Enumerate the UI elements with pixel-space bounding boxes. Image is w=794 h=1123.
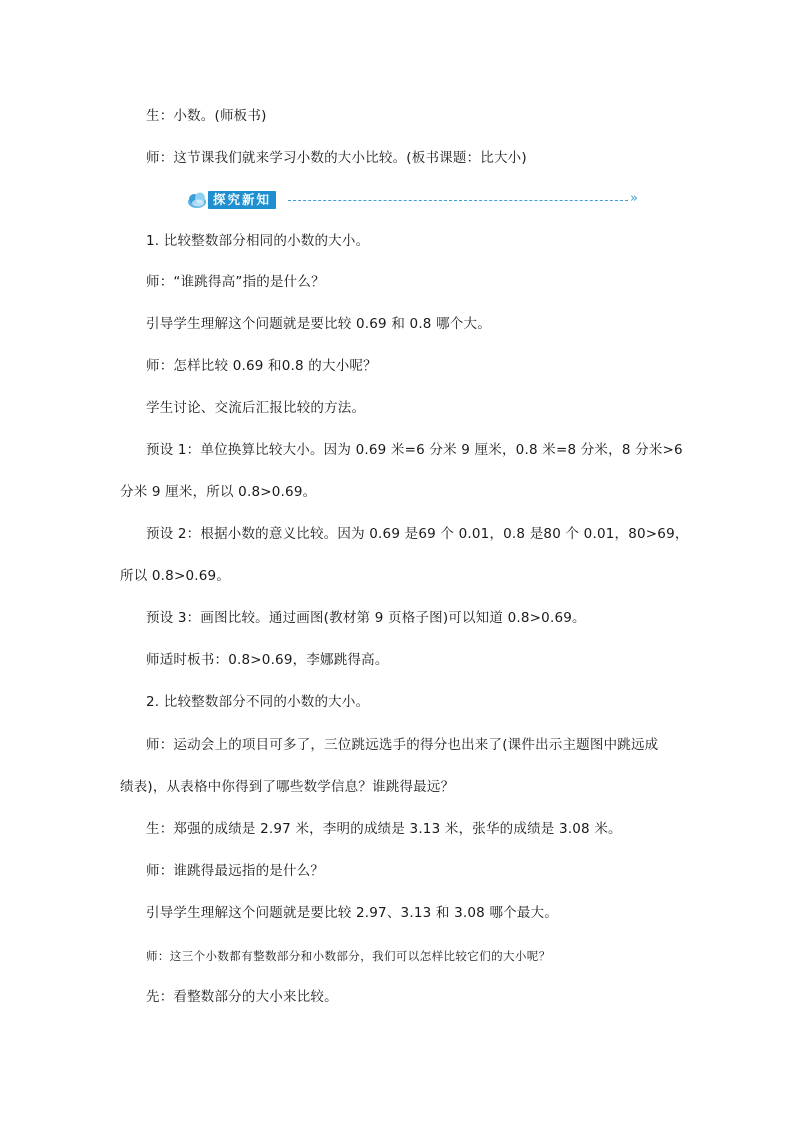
paragraph-preset-3: 预设 3：画图比较。通过画图(教材第 9 页格子图)可以知道 0.8>0.69。: [146, 610, 586, 626]
paragraph-guide-2: 引导学生理解这个问题就是要比较 2.97、3.13 和 3.08 哪个最大。: [146, 905, 558, 921]
paragraph-teacher-question-2: 师：怎样比较 0.69 和0.8 的大小呢？: [146, 358, 377, 374]
heading-same-integer-part: 1. 比较整数部分相同的小数的大小。: [146, 233, 370, 249]
double-chevron-right-icon: »: [630, 191, 635, 206]
paragraph-first-step: 先：看整数部分的大小来比较。: [146, 989, 338, 1005]
paragraph-discussion: 学生讨论、交流后汇报比较的方法。: [146, 400, 366, 416]
section-header-explore: [186, 189, 646, 211]
paragraph-preset-1: 预设 1：单位换算比较大小。因为 0.69 米=6 分米 9 厘米，0.8 米=8 分米，8 分米>6: [146, 442, 683, 458]
paragraph-teacher-long-jump-cont: 绩表)，从表格中你得到了哪些数学信息？谁跳得最远？: [120, 779, 455, 795]
paragraph-preset-1-cont: 分米 9 厘米，所以 0.8>0.69。: [120, 484, 317, 500]
paragraph-preset-2-cont: 所以 0.8>0.69。: [120, 568, 231, 584]
paragraph-student-scores: 生：郑强的成绩是 2.97 米，李明的成绩是 3.13 米，张华的成绩是 3.08 米。: [146, 821, 622, 837]
heading-different-integer-part: 2. 比较整数部分不同的小数的大小。: [146, 694, 370, 710]
paragraph-board-note: 师适时板书：0.8>0.69，李娜跳得高。: [146, 652, 389, 668]
cloud-icon: [186, 190, 208, 210]
paragraph-guide-1: 引导学生理解这个问题就是要比较 0.69 和 0.8 哪个大。: [146, 316, 491, 332]
paragraph-preset-2: 预设 2：根据小数的意义比较。因为 0.69 是69 个 0.01，0.8 是80 个 0.01，80>69，: [146, 526, 689, 542]
paragraph-teacher-question-3: 师：谁跳得最远指的是什么？: [146, 863, 325, 879]
section-label: 探究新知: [208, 191, 276, 209]
dashed-divider: [288, 200, 628, 201]
paragraph-teacher-question-4: 师：这三个小数都有整数部分和小数部分，我们可以怎样比较它们的大小呢？: [146, 949, 551, 963]
paragraph-lesson-topic: 师：这节课我们就来学习小数的大小比较。(板书课题：比大小): [146, 150, 527, 166]
paragraph-teacher-long-jump: 师：运动会上的项目可多了，三位跳远选手的得分也出来了(课件出示主题图中跳远成: [146, 737, 659, 753]
paragraph-student-answer: 生：小数。(师板书): [146, 108, 267, 124]
paragraph-teacher-question-1: 师：“谁跳得高”指的是什么？: [146, 274, 325, 290]
